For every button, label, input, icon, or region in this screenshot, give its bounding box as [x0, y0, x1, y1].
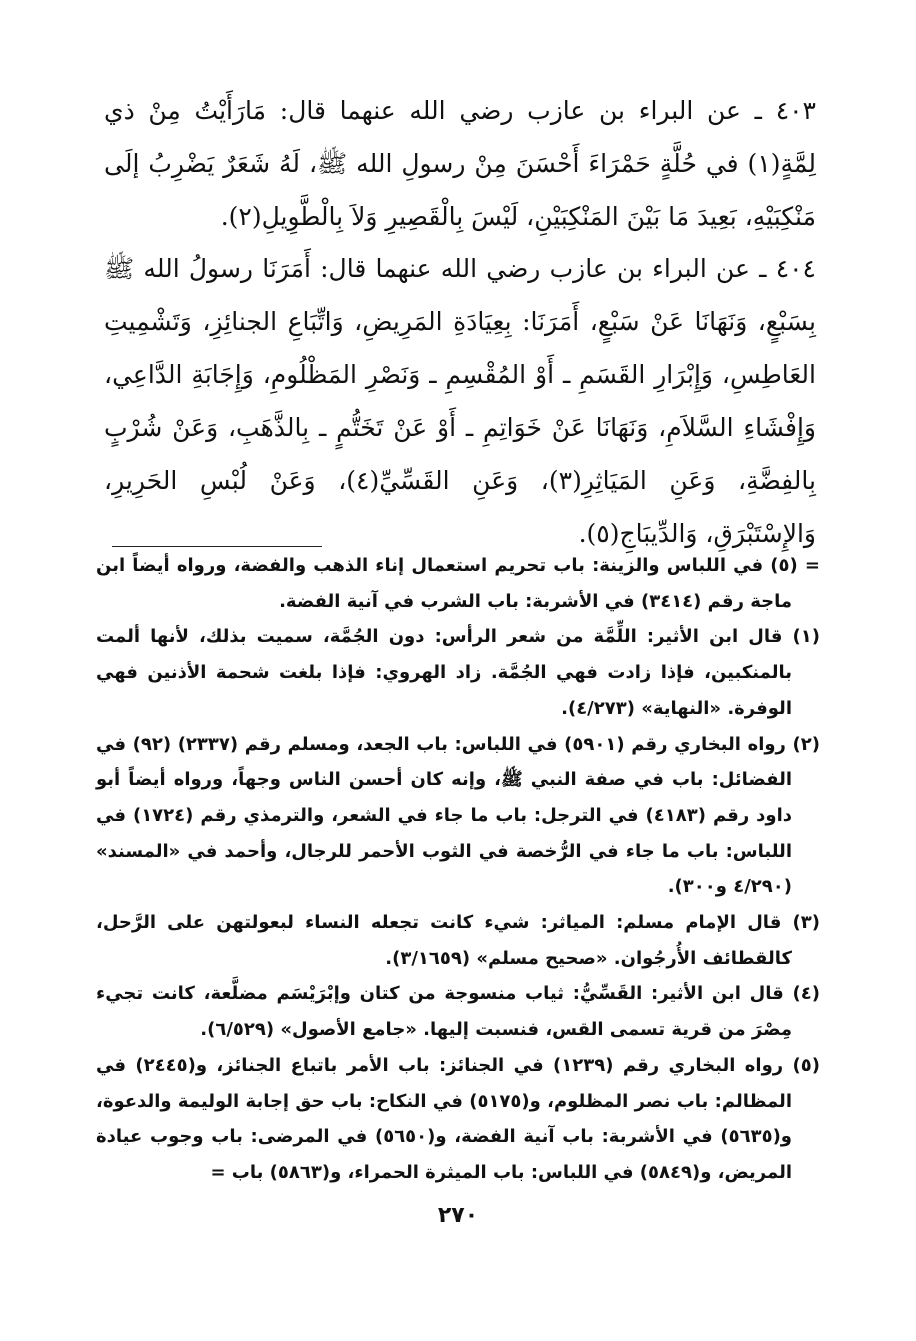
footnote-3: (٣) قال الإمام مسلم: المياثر: شيء كانت تجعله النساء لبعولتهن على الرَّحل، كالقطائف الأُرجُوان. «صحيح مسلم» (٣/١٦٥٩).: [96, 912, 820, 969]
footnote-2: (٢) رواه البخاري رقم (٥٩٠١) في اللباس: باب الجعد، ومسلم رقم (٢٣٣٧) (٩٢) في الفضائل: باب في صفة النبي ﷺ، وإنه كان أحسن الناس وجهاً، ورواه أيضاً أبو داود رقم (٤١٨٣) في الترجل: باب ما جاء في الشعر، والترمذي رقم (١٧٢٤) في اللباس: باب ما جاء في الرُّخصة في الثوب الأحمر للرجال، وأحمد في «المسند» (٤/٢٩٠ و٣٠٠).: [96, 733, 820, 898]
hadith-404: ٤٠٤ ـ عن البراء بن عازب رضي الله عنهما قال: أَمَرَنَا رسولُ الله ﷺ بِسَبْعٍ، وَنَهَانَا عَنْ سَبْعٍ، أَمَرَنَا: بِعِيَادَةِ المَرِيضِ، وَاتِّبَاعِ الجنائِزِ، وَتَشْمِيتِ العَاطِسِ، وَإِبْرَارِ القَسَمِ ـ أَوْ المُقْسِمِ ـ وَنَصْرِ المَظْلُومِ، وَإِجَابَةِ الدَّاعِي، وَإِفْشَاءِ السَّلاَمِ، وَنَهَانَا عَنْ خَوَاتِمِ ـ أَوْ عَنْ تَخَتُّمٍ ـ بِالذَّهَبِ، وَعَنْ شُرْبٍ بِالفِضَّةِ، وَعَنِ المَيَاثِرِ(٣)، وَعَنِ القَسِّيِّ(٤)، وَعَنْ لُبْسِ الحَرِيرِ، وَالإِسْتَبْرَقِ، وَالدِّيبَاجِ(٥).: [104, 254, 816, 548]
footnote-5: (٥) رواه البخاري رقم (١٢٣٩) في الجنائز: باب الأمر باتباع الجنائز، و(٢٤٤٥) في المظالم: باب نصر المظلوم، و(٥١٧٥) في النكاح: باب حق إجابة الوليمة والدعوة، و(٥٦٣٥) في الأشربة: باب آنية الفضة، و(٥٦٥٠) في المرضى: باب وجوب عيادة المريض، و(٥٨٤٩) في اللباس: باب الميثرة الحمراء، و(٥٨٦٣) باب =: [96, 1054, 820, 1183]
footnote-divider: [112, 546, 322, 547]
footnote-continued: = (٥) في اللباس والزينة: باب تحريم استعمال إناء الذهب والفضة، ورواه أيضاً ابن ماجة رقم (٣٤١٤) في الأشربة: باب الشرب في آنية الفضة.: [96, 555, 820, 612]
page-number: ٢٧٠: [437, 1203, 479, 1228]
footnote-4: (٤) قال ابن الأثير: القَسِّيُّ: ثياب منسوجة من كتان وإبْرَيْسَم مضلَّعة، كانت تجيء مِصْرَ من قرية تسمى القس، فنسبت إليها. «جامع الأصول» (٦/٥٢٩).: [96, 983, 820, 1041]
footnotes: [96, 548, 820, 1191]
hadith-403: ٤٠٣ ـ عن البراء بن عازب رضي الله عنهما قال: مَارَأَيْتُ مِنْ ذي لِمَّةٍ(١) في حُلَّةٍ حَمْرَاءَ أَحْسَنَ مِنْ رسولِ الله ﷺ، لَهُ شَعَرٌ يَضْرِبُ إلَى مَنْكِبَيْهِ، بَعِيدَ مَا بَيْنَ المَنْكِبَيْنِ، لَيْسَ بِالْقَصِيرِ وَلاَ بِالْطَّوِيلِ(٢).: [104, 96, 816, 231]
footnote-1: (١) قال ابن الأثير: اللِّمَّة من شعر الرأس: دون الجُمَّة، سميت بذلك، لأنها ألمت بالمنكبين، فإذا زادت فهي الجُمَّة. زاد الهروي: فإذا بلغت شحمة الأذنين فهي الوفرة. «النهاية» (٤/٢٧٣).: [96, 626, 820, 719]
